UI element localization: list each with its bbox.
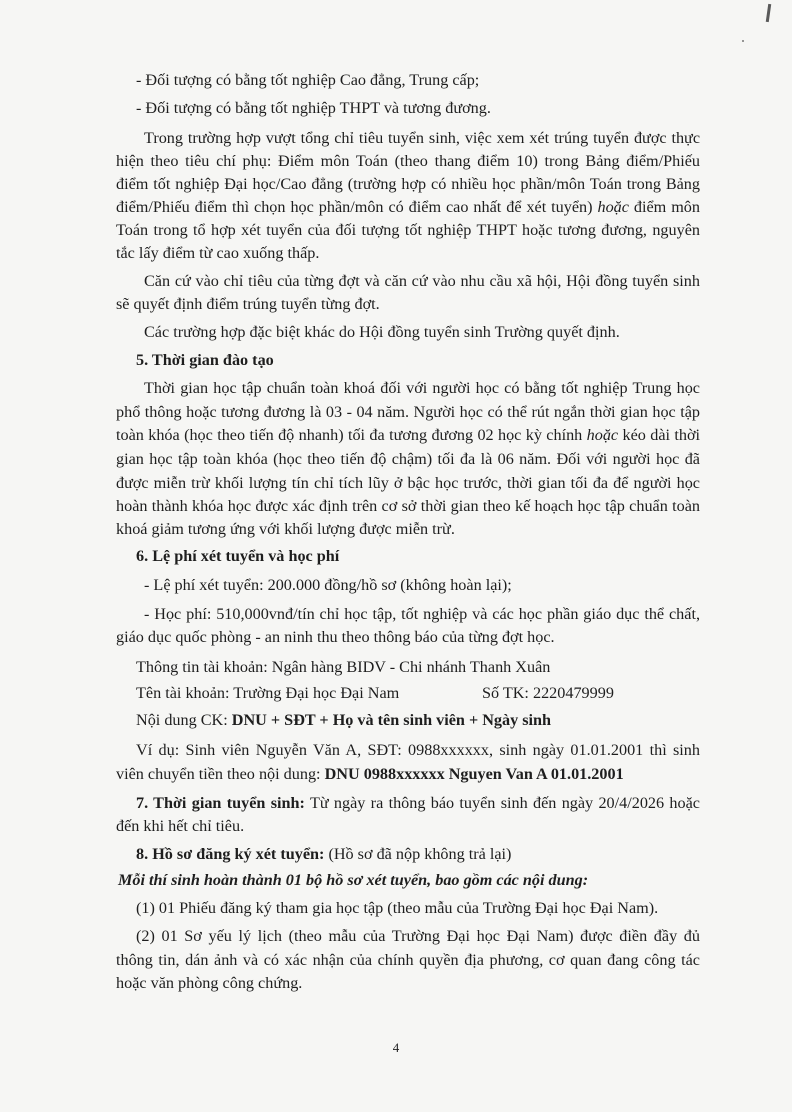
item-2: (2) 01 Sơ yếu lý lịch (theo mẫu của Trường Đại học Đại Nam) được điền đầy đủ: [136, 927, 700, 945]
example-line: [116, 764, 624, 784]
scan-mark: [766, 4, 771, 22]
transfer-content: [136, 710, 551, 730]
para-line: [116, 197, 700, 217]
para-line: sẽ quyết định điểm trúng tuyển từng đợt.: [116, 295, 380, 313]
para-line: khoá giảm tương ứng với khối lượng được miễn trừ.: [116, 520, 455, 538]
section-7-line: [136, 793, 700, 813]
bold-run: DNU 0988xxxxxx Nguyen Van A 01.01.2001: [324, 765, 624, 783]
fee-line: - Lệ phí xét tuyển: 200.000 đồng/hồ sơ (không hoàn lại);: [144, 576, 512, 594]
para-line: [116, 425, 700, 445]
account-name: Tên tài khoản: Trường Đại học Đại Nam: [136, 684, 400, 702]
account-number: Số TK: 2220479999: [482, 684, 614, 702]
para-line: tắc lấy điểm từ cao xuống thấp.: [116, 244, 320, 262]
italic-run: hoặc: [586, 426, 619, 444]
para-line: hiện theo tiêu chí phụ: Điểm môn Toán (theo thang điểm 10) trong Bảng điểm/Phiếu: [116, 152, 700, 170]
text-run: Từ ngày ra thông báo tuyển sinh đến ngày 20/4/2026 hoặc: [309, 794, 700, 812]
para-line: Toán trong tổ hợp xét tuyển của đối tượng tốt nghiệp THPT hoặc tương đương, nguyên: [116, 221, 700, 239]
fee-line: giáo dục quốc phòng - an ninh thu theo thông báo của từng đợt học.: [116, 628, 555, 646]
section-heading-5: 5. Thời gian đào tạo: [136, 351, 274, 369]
text-run: viên chuyển tiền theo nội dung:: [116, 765, 321, 783]
para-line: Trong trường hợp vượt tổng chỉ tiêu tuyển sinh, việc xem xét trúng tuyển được thực: [144, 129, 700, 147]
text-run: kéo dài thời: [622, 426, 701, 444]
para-line: đến khi hết chỉ tiêu.: [116, 817, 245, 835]
text-run: toàn khóa (học theo tiến độ nhanh) tối đa tương đương 02 học kỳ chính: [116, 426, 583, 444]
para-line: phổ thông hoặc tương đương là 03 - 04 năm. Người học có thể rút ngắn thời gian học tập: [116, 403, 700, 421]
bullet-cao-dang: - Đối tượng có bằng tốt nghiệp Cao đẳng, Trung cấp;: [136, 71, 480, 89]
section-8-line: [136, 844, 511, 864]
example-line: Ví dụ: Sinh viên Nguyễn Văn A, SĐT: 0988xxxxxx, sinh ngày 01.01.2001 thì sinh: [136, 741, 700, 759]
item-1: (1) 01 Phiếu đăng ký tham gia học tập (theo mẫu của Trường Đại học Đại Nam).: [136, 899, 659, 917]
para-line: điểm tốt nghiệp Đại học/Cao đẳng (trường hợp có nhiều học phần/môn Toán trong Bảng: [116, 175, 700, 193]
para-line: được miễn trừ khối lượng tín chỉ tích lũy ở bậc học trước, thời gian tối đa để người học: [116, 474, 700, 492]
bold-italic-note: Mỗi thí sinh hoàn thành 01 bộ hồ sơ xét tuyển, bao gồm các nội dung:: [118, 871, 589, 889]
para-line: gian học tập toàn khóa (học theo tiến độ chậm) tối đa là 06 năm. Đối với người học đã: [116, 450, 700, 468]
text-run: Nội dung CK:: [136, 711, 228, 729]
section-heading-8: 8. Hồ sơ đăng ký xét tuyển:: [136, 845, 325, 863]
para-line: thông tin, dán ảnh và có xác nhận của chính quyền địa phương, cơ quan đang công tác: [116, 951, 700, 969]
para-line: hoặc văn phòng công chứng.: [116, 974, 303, 992]
bold-run: DNU + SĐT + Họ và tên sinh viên + Ngày sinh: [231, 711, 552, 729]
section-heading-6: 6. Lệ phí xét tuyển và học phí: [136, 547, 340, 565]
italic-run: hoặc: [597, 198, 629, 216]
text-run: điểm môn: [633, 198, 700, 216]
para-line: Thời gian học tập chuẩn toàn khoá đối với người học có bằng tốt nghiệp Trung học: [144, 379, 700, 397]
para-line: Các trường hợp đặc biệt khác do Hội đồng tuyển sinh Trường quyết định.: [144, 323, 620, 341]
fee-line: - Học phí: 510,000vnđ/tín chỉ học tập, tốt nghiệp và các học phần giáo dục thể chất,: [144, 605, 700, 623]
para-line: hoàn thành khóa học được xác định trên cơ sở thời gian theo kế hoạch học tập chuẩn toàn: [116, 497, 700, 515]
section-heading-7: 7. Thời gian tuyển sinh:: [136, 794, 305, 812]
bullet-thpt: - Đối tượng có bằng tốt nghiệp THPT và tương đương.: [136, 99, 491, 117]
text-run: (Hồ sơ đã nộp không trả lại): [328, 845, 512, 863]
text-run: điểm/Phiếu điểm thì chọn học phần/môn có điểm cao nhất để xét tuyển): [116, 198, 593, 216]
scan-dot: [742, 40, 744, 42]
page-number: 4: [392, 1040, 400, 1055]
bank-info: Thông tin tài khoản: Ngân hàng BIDV - Chi nhánh Thanh Xuân: [136, 658, 551, 676]
para-line: Căn cứ vào chỉ tiêu của từng đợt và căn cứ vào nhu cầu xã hội, Hội đồng tuyển sinh: [144, 272, 700, 290]
